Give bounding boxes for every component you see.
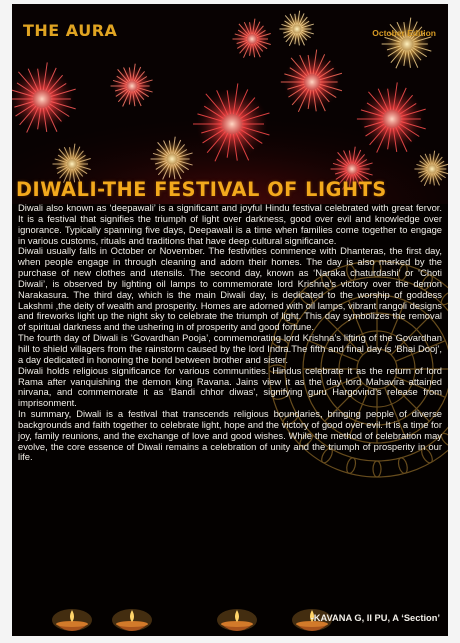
author-signature: -KAVANA G, II PU, A ‘Section’	[310, 613, 440, 623]
lamp-group	[52, 609, 332, 631]
article-body	[18, 203, 442, 463]
paragraph: Diwali holds religious significance for various communities. Hindus celebrate it as the return of lord Rama after vanquishing the demon king Ravana. Jains view it as the day lord Mahavira attained nirvana, and commemorate it as ‘Bandi chhor diwas’, signifying guru Hargovind’s release from imprisonment.	[18, 364, 442, 409]
newsletter-poster	[12, 4, 448, 636]
paragraph: Diwali usually falls in October or November. The festivities commence with Dhanteras, the first day, when people engage in through cleaning and adorn their homes. The day is also marked by the purchase of new clothes and utensils. The second day, known as ‘Naraka chaturdashi’ or ‘Choti Diwali’, is observed by lighting oil lamps to commemorate lord Krishna’s victory over the demon Narakasura. The third day, which is the main Diwali day, is dedicated to the worship of goddess Lakshmi ,the deity of wealth and prosperity. Homes are adorned with oil lamps, vibrant rangoli designs and fireworks light up the night sky to celebrate the triumph of light. This day symbolizes the removal of spiritual darkness and the ushering in of prosperity and good fortune.	[18, 245, 442, 333]
paragraph: Diwali also known as ‘deepawali’ is a significant and joyful Hindu festival celebrated with great fervor. It is a festival that signifies the triumph of light over darkness, good over evil and knowledge over ignorance. Typically spanning five days, Deepawali is a time when families come together to engage in various customs, rituals and traditions that have deep cultural significance.	[18, 202, 442, 246]
headline: DIWALI-THE FESTIVAL OF LIGHTS	[16, 178, 387, 201]
diya-icon	[112, 609, 152, 631]
brand-title: THE AURA	[23, 21, 118, 40]
paragraph: The fourth day of Diwali is ‘Govardhan Pooja’, commemorating lord Krishna’s lifting of the Govardhan hill to shield villagers from the rainstorm caused by the lord Indra.The fifth and final day is ‘Bhai Dooj’, a day dedicated in honoring the bond between brother and sister.	[18, 332, 442, 365]
diya-icon	[217, 609, 257, 631]
edition-label: October Edition	[372, 28, 436, 38]
diya-icon	[52, 609, 92, 631]
paragraph: In summary, Diwali is a festival that transcends religious boundaries, bringing people of diverse backgrounds and faith together to celebrate light, hope and the victory of good over evil. It is a time for joy, family reunions, and the exchange of love and good wishes. While the method of celebration may evolve, the core essence of Diwali remains a celebration of unity and the triumph of prosperity in our life.	[18, 408, 442, 463]
